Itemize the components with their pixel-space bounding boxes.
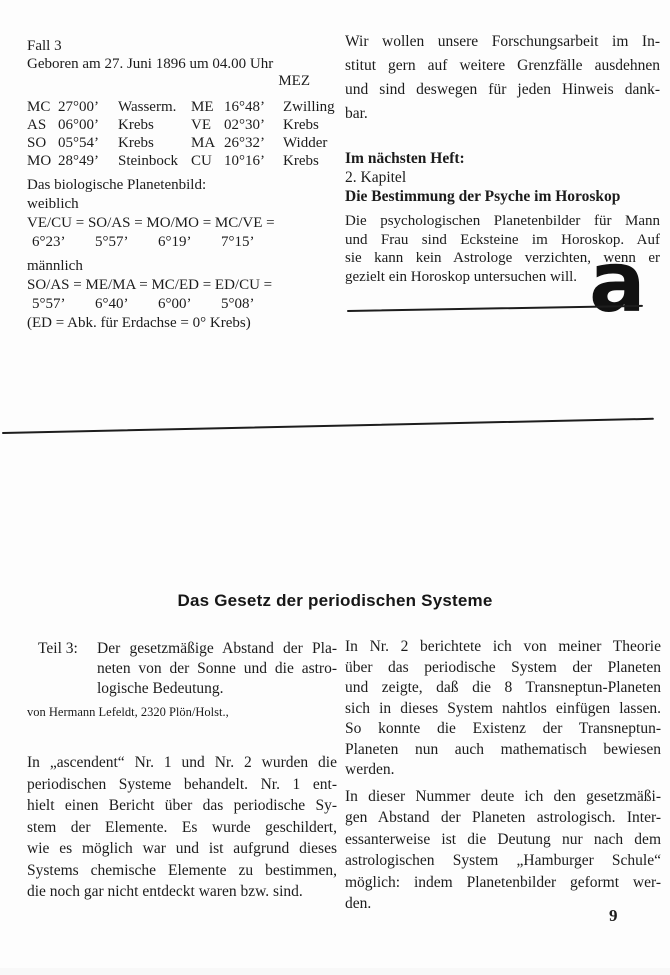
planet-degrees: 10°16’ — [224, 152, 265, 169]
planet-code: MA — [191, 134, 216, 151]
zodiac-sign: Wasserm. — [118, 98, 177, 115]
paragraph-line: den. — [345, 895, 372, 912]
paragraph-line: In „ascendent“ Nr. 1 und Nr. 2 wurden die — [27, 754, 337, 771]
planet-degrees: 06°00’ — [58, 116, 99, 133]
zodiac-sign: Widder — [283, 134, 328, 151]
paragraph-line: über das periodische System der Planeten — [345, 658, 661, 676]
birth-line: Geboren am 27. Juni 1896 um 04.00 Uhr — [27, 55, 274, 72]
article-left-column — [27, 639, 337, 903]
formula-value: 6°23’ — [32, 233, 66, 250]
planet-code: MC — [27, 98, 51, 115]
planet-code: ME — [191, 98, 214, 115]
planet-degrees: 02°30’ — [224, 116, 265, 133]
planet-degrees: 05°54’ — [58, 134, 99, 151]
chapter-label: 2. Kapitel — [345, 169, 407, 186]
planet-degrees: 28°49’ — [58, 152, 99, 169]
formula-value: 5°57’ — [95, 233, 129, 250]
paragraph-line: stem der Elemente. Es wurde geschildert, — [27, 818, 337, 836]
page-number: 9 — [609, 906, 618, 925]
planet-position-row — [27, 152, 337, 170]
theory-paragraph — [345, 637, 661, 781]
chapter-title: Die Bestimmung der Psyche im Horoskop — [345, 188, 621, 205]
paragraph-line: bar. — [345, 105, 368, 122]
paragraph-line: In Nr. 2 berichtete ich von meiner Theorie — [345, 638, 661, 655]
ascendent-logo-letter: a — [589, 233, 646, 331]
female-formula: VE/CU = SO/AS = MO/MO = MC/VE = — [27, 214, 275, 231]
paragraph-line: und sind deswegen für jeden Hinweis dank- — [345, 81, 660, 98]
planet-positions-table — [27, 98, 337, 170]
article-heading: Das Gesetz der periodischen Systeme — [177, 591, 493, 611]
zodiac-sign: Steinbock — [118, 152, 178, 169]
planet-degrees: 26°32’ — [224, 134, 265, 151]
paragraph-line: und zeigte, daß die 8 Transneptun-Planeten — [345, 679, 661, 696]
teaser-line: sie kann kein Astrologe verzichten, wenn er — [345, 250, 660, 267]
paragraph-line: werden. — [345, 761, 395, 778]
formula-value: 5°08’ — [221, 295, 255, 312]
female-label: weiblich — [27, 195, 79, 212]
zodiac-sign: Krebs — [118, 134, 154, 151]
planet-code: CU — [191, 152, 212, 169]
section-divider-rule — [2, 418, 654, 434]
paragraph-line: astrologischen System „Hamburger Schule“ — [345, 852, 661, 869]
male-label: männlich — [27, 257, 83, 274]
planet-position-row — [27, 134, 337, 152]
part-title — [97, 639, 337, 699]
article-right-column — [345, 637, 661, 915]
paragraph-line: essanterweise ist die Deutung nur nach dem — [345, 830, 661, 848]
case-label: Fall 3 — [27, 38, 62, 54]
planet-position-row — [27, 98, 337, 116]
case-data-block — [27, 38, 337, 333]
paragraph-line: gen Abstand der Planeten astrologisch. Inter- — [345, 809, 661, 826]
bio-planetenbild-heading: Das biologische Planetenbild: — [27, 176, 207, 193]
intro-paragraph — [27, 752, 337, 903]
paragraph-line: sich in dieses System nahtlos einfügen lassen. — [345, 699, 661, 717]
paragraph-line: stitut gern auf weitere Grenzfälle ausdehnen — [345, 57, 660, 74]
zodiac-sign: Krebs — [118, 116, 154, 133]
zodiac-sign: Krebs — [283, 116, 319, 133]
teaser-line: gezielt ein Horoskop untersuchen will. — [345, 268, 578, 285]
paragraph-line: Wir wollen unsere Forschungsarbeit im In- — [345, 33, 660, 50]
planet-code: VE — [191, 116, 211, 133]
part-label: Teil 3: — [38, 640, 78, 657]
ed-abbreviation-note: (ED = Abk. für Erdachse = 0° Krebs) — [27, 314, 251, 331]
next-issue-heading: Im nächsten Heft: — [345, 150, 465, 167]
formula-value: 6°19’ — [158, 233, 192, 250]
male-values-row — [27, 295, 337, 314]
scan-edge-strip — [0, 968, 670, 975]
part-title-line: neten von der Sonne und die astro- — [97, 660, 337, 677]
deutung-paragraph — [345, 786, 661, 915]
author-byline: von Hermann Lefeldt, 2320 Plön/Holst., — [27, 705, 229, 719]
planet-position-row — [27, 116, 337, 134]
paragraph-line: Planeten nun auch mathematisch bewiesen — [345, 740, 661, 758]
paragraph-line: die noch gar nicht entdeckt waren bzw. sind. — [27, 883, 303, 900]
paragraph-line: wie es möglich war und ist aufgrund dieses — [27, 840, 337, 857]
paragraph-line: In dieser Nummer deute ich den gesetzmäßi- — [345, 787, 661, 805]
part-title-line: logische Bedeutung. — [97, 680, 224, 697]
teaser-line: und Frau sind Ecksteine im Horoskop. Auf — [345, 231, 660, 248]
planet-code: SO — [27, 134, 47, 151]
next-issue-block — [345, 149, 660, 206]
timezone-label: MEZ — [278, 73, 310, 89]
formula-value: 7°15’ — [221, 233, 255, 250]
zodiac-sign: Zwilling — [283, 98, 335, 115]
part-title-block — [27, 639, 337, 699]
female-values-row — [27, 233, 337, 252]
male-formula: SO/AS = ME/MA = MC/ED = ED/CU = — [27, 276, 273, 293]
paragraph-line: möglich: indem Planetenbilder geformt wer- — [345, 873, 661, 891]
teaser-line: Die psychologischen Planetenbilder für Mann — [345, 213, 660, 229]
formula-value: 6°40’ — [95, 295, 129, 312]
formula-value: 6°00’ — [158, 295, 192, 312]
planet-degrees: 27°00’ — [58, 98, 99, 115]
formula-value: 5°57’ — [32, 295, 66, 312]
paragraph-line: periodischen Systeme behandelt. Nr. 1 ent- — [27, 775, 337, 793]
zodiac-sign: Krebs — [283, 152, 319, 169]
paragraph-line: So konnte die Existenz der Transneptun- — [345, 720, 661, 737]
planet-degrees: 16°48’ — [224, 98, 265, 115]
paragraph-line: Systems chemische Elemente zu bestimmen, — [27, 861, 337, 879]
planet-code: AS — [27, 116, 47, 133]
paragraph-line: hielt einen Bericht über das periodische Sy- — [27, 797, 337, 814]
part-title-line: Der gesetzmäßige Abstand der Pla- — [97, 640, 337, 657]
planet-code: MO — [27, 152, 52, 169]
